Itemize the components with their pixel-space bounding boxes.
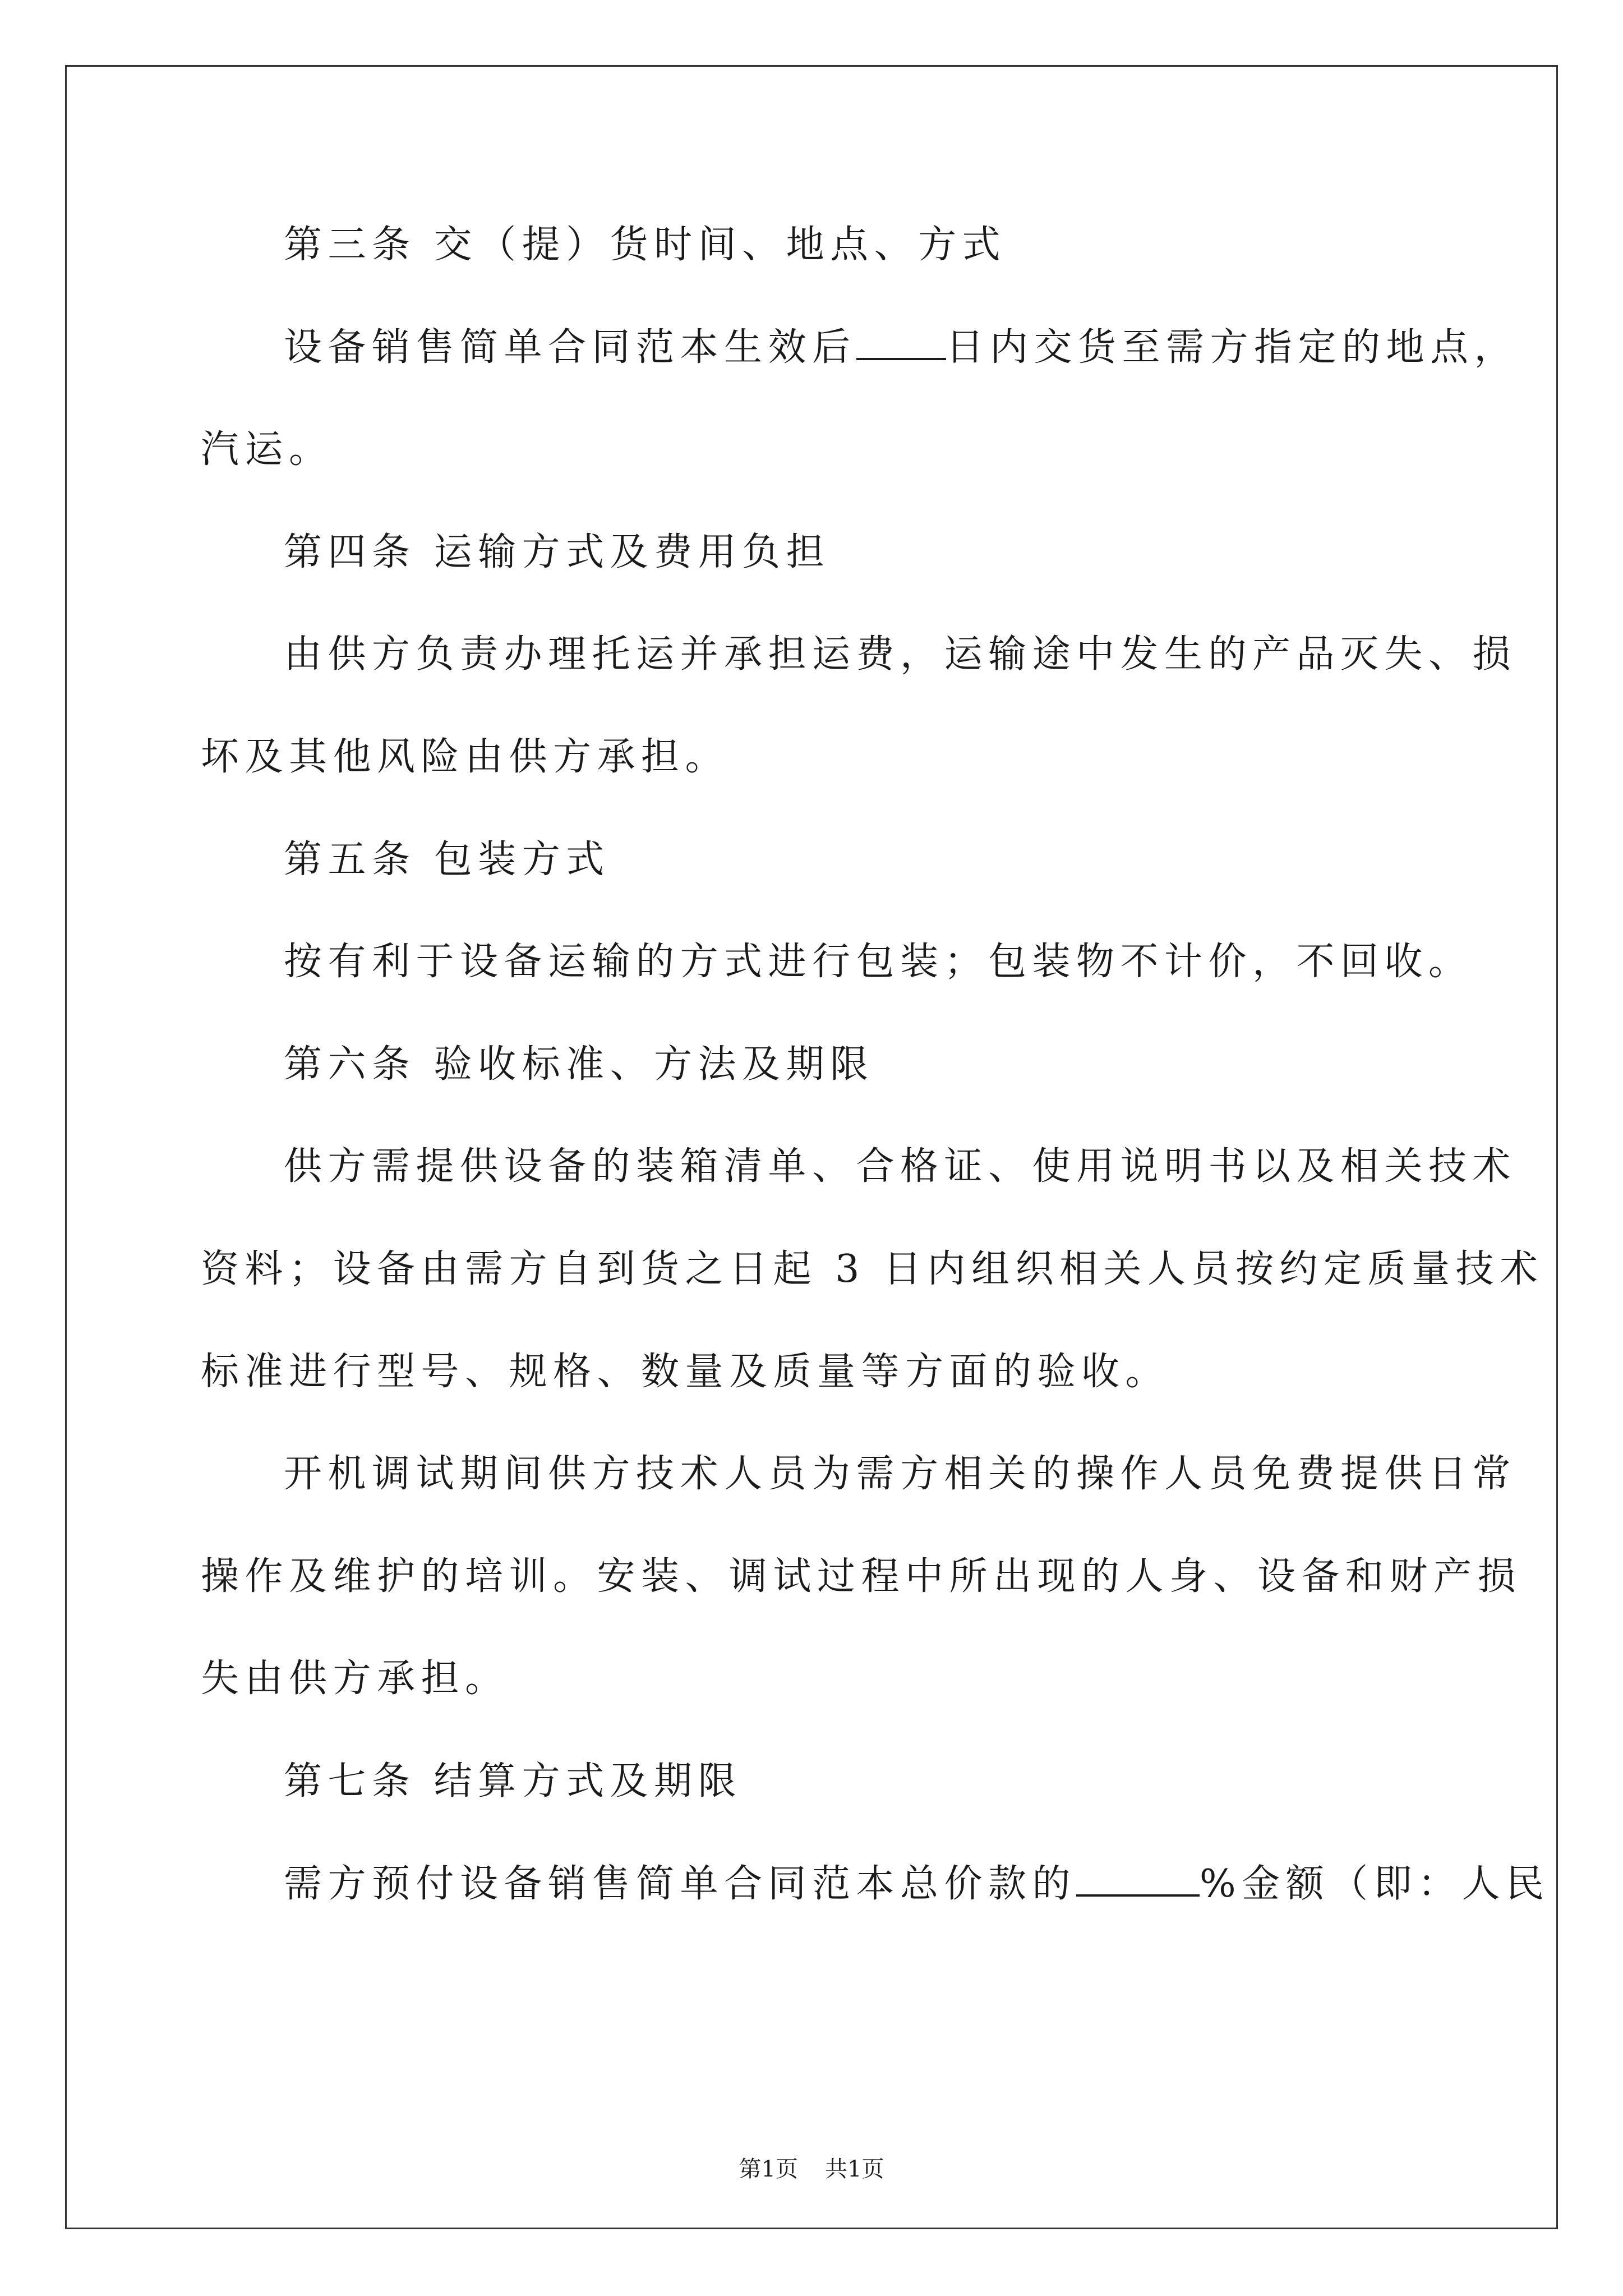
paragraph-text: %金额（即：人民 xyxy=(1200,1862,1550,1906)
fill-in-blank xyxy=(856,323,946,360)
paragraph-line: 标准进行型号、规格、数量及质量等方面的验收。 xyxy=(201,1350,1170,1394)
article-4-heading: 第四条 运输方式及费用负担 xyxy=(284,530,831,574)
article-6-heading: 第六条 验收标准、方法及期限 xyxy=(284,1042,874,1087)
article-3-heading: 第三条 交（提）货时间、地点、方式 xyxy=(284,223,1007,267)
page-number: 第1页 xyxy=(739,2156,798,2182)
paragraph-line: 由供方负责办理托运并承担运费，运输途中发生的产品灭失、损 xyxy=(284,632,1517,677)
paragraph-line xyxy=(284,323,1518,373)
article-5-heading: 第五条 包装方式 xyxy=(284,838,610,882)
paragraph-line: 操作及维护的培训。安装、调试过程中所出现的人身、设备和财产损 xyxy=(201,1554,1522,1599)
paragraph-line: 按有利于设备运输的方式进行包装；包装物不计价，不回收。 xyxy=(284,940,1473,984)
paragraph-line: 失由供方承担。 xyxy=(201,1657,509,1701)
paragraph-text: 需方预付设备销售简单合同范本总价款的 xyxy=(284,1862,1077,1906)
paragraph-line: 坏及其他风险由供方承担。 xyxy=(201,735,730,779)
article-7-heading: 第七条 结算方式及期限 xyxy=(284,1759,743,1803)
paragraph-line: 开机调试期间供方技术人员为需方相关的操作人员免费提供日常 xyxy=(284,1452,1517,1496)
paragraph-line: 汽运。 xyxy=(201,427,333,472)
paragraph-line: 资料；设备由需方自到货之日起 3 日内组织相关人员按约定质量技术 xyxy=(201,1247,1544,1291)
page-footer xyxy=(0,2155,1623,2183)
paragraph-text: 设备销售简单合同范本生效后 xyxy=(284,325,856,370)
fill-in-blank xyxy=(1076,1860,1200,1897)
paragraph-line: 供方需提供设备的装箱清单、合格证、使用说明书以及相关技术 xyxy=(284,1144,1517,1189)
paragraph-text: 日内交货至需方指定的地点， xyxy=(946,325,1519,370)
page-count: 共1页 xyxy=(825,2156,884,2182)
paragraph-line xyxy=(284,1859,1550,1910)
